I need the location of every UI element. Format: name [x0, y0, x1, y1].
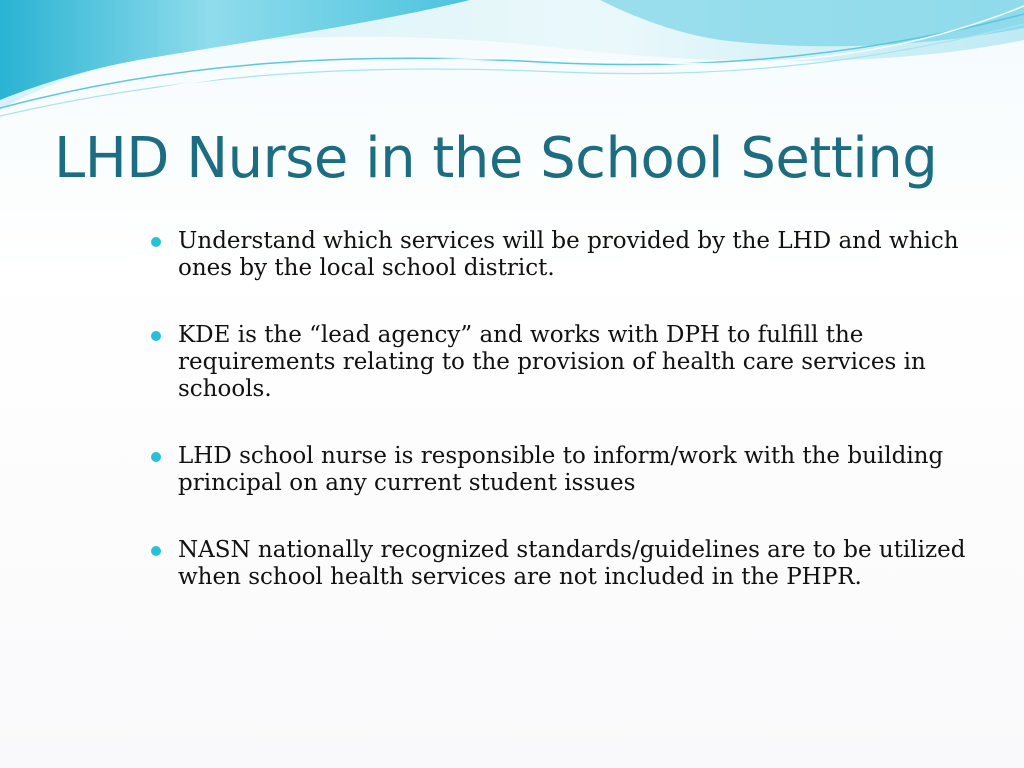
bullet-item: [148, 443, 1008, 497]
bullet-text: Understand which services will be provided by the LHD and which ones by the local school district.: [178, 228, 959, 281]
bullet-dot-icon: [151, 452, 161, 462]
bullet-dot-icon: [151, 546, 161, 556]
bullet-item: [148, 322, 1008, 403]
wave-header-decoration: [0, 0, 1024, 130]
bullet-list: [148, 228, 1008, 631]
bullet-text: KDE is the “lead agency” and works with DPH to fulfill the requirements relating to the provision of health care services in schools.: [178, 322, 926, 402]
bullet-item: [148, 228, 1008, 282]
bullet-text: NASN nationally recognized standards/guidelines are to be utilized when school health services are not included in the PHPR.: [178, 537, 966, 590]
slide-title: LHD Nurse in the School Setting: [54, 126, 938, 191]
bullet-item: [148, 537, 1008, 591]
wave-band-front: [0, 0, 470, 100]
bullet-dot-icon: [151, 237, 161, 247]
bullet-dot-icon: [151, 331, 161, 341]
bullet-text: LHD school nurse is responsible to inform/work with the building principal on any current student issues: [178, 443, 944, 496]
